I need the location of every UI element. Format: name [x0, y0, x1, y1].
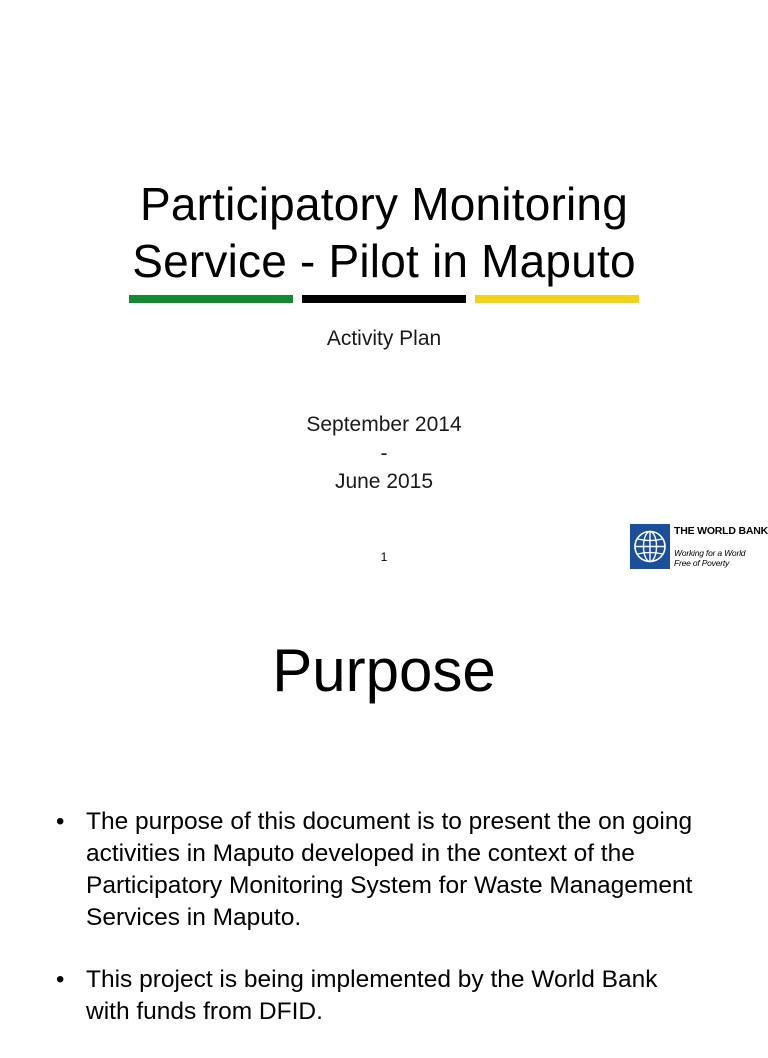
- slide-heading: Purpose: [272, 637, 496, 704]
- page-number: 1: [380, 550, 388, 564]
- globe-icon: [630, 524, 670, 569]
- logo-tagline-line-1: Working for a World: [674, 548, 746, 558]
- bullet-icon: •: [56, 808, 65, 835]
- bullet-item: [0, 806, 706, 934]
- slide-subtitle: Activity Plan: [326, 327, 442, 350]
- green-divider-bar: [129, 295, 293, 303]
- end-date: June 2015: [334, 470, 434, 493]
- date-separator: -: [380, 442, 388, 465]
- start-date: September 2014: [306, 413, 462, 436]
- bullet-text: The purpose of this document is to present the on going activities in Maputo developed in the context of the Participatory Monitoring System for Waste Management Services in Maputo.: [86, 808, 693, 931]
- black-divider-bar: [302, 295, 466, 303]
- purpose-slide: [0, 576, 768, 1024]
- bullet-item: [0, 964, 706, 1028]
- bullet-list: [0, 806, 768, 1058]
- bullet-icon: •: [56, 966, 65, 993]
- yellow-divider-bar: [475, 295, 639, 303]
- logo-name: THE WORLD BANK: [674, 525, 768, 537]
- bullet-text: This project is being implemented by the World Bank with funds from DFID.: [86, 966, 658, 1025]
- slide-title-line-1: Participatory Monitoring: [139, 178, 628, 230]
- world-bank-logo: [630, 524, 768, 570]
- slide-title-line-2: Service - Pilot in Maputo: [132, 235, 636, 287]
- logo-tagline-line-2: Free of Poverty: [674, 558, 730, 568]
